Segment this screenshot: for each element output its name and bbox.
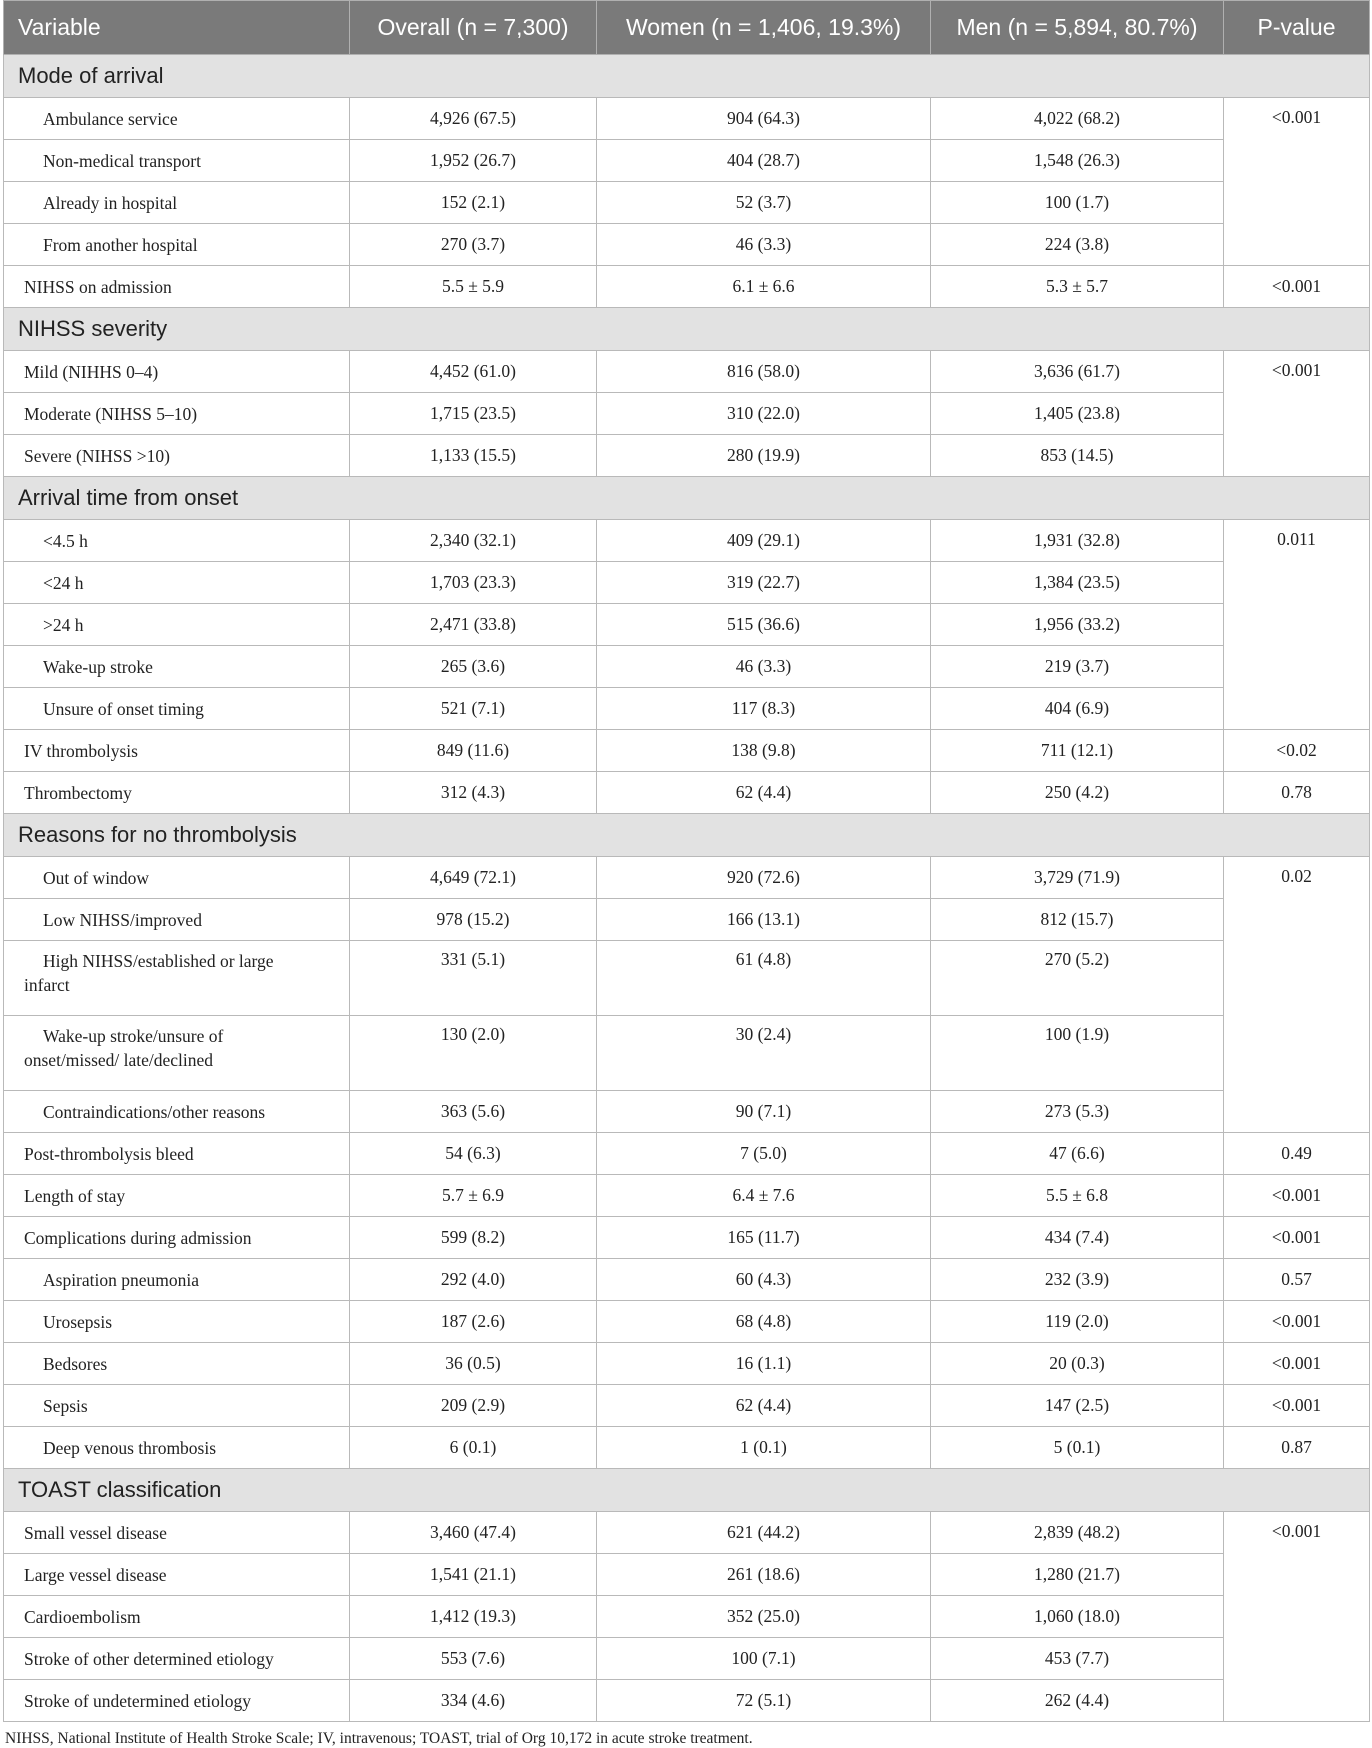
cell-women: 60 (4.3): [597, 1259, 931, 1301]
cell-overall: 849 (11.6): [350, 730, 597, 772]
row-label-line-1: High NIHSS/established or large: [43, 951, 274, 971]
section-row: [4, 308, 1370, 351]
cell-men: 20 (0.3): [931, 1343, 1224, 1385]
table-row: [4, 1259, 1370, 1301]
table-row: [4, 1016, 1370, 1091]
cell-overall: 1,133 (15.5): [350, 435, 597, 477]
cell-pvalue: 0.78: [1224, 772, 1370, 814]
cell-overall: 3,460 (47.4): [350, 1512, 597, 1554]
cell-men: 453 (7.7): [931, 1638, 1224, 1680]
table-container: [3, 0, 1369, 1748]
cell-women: 46 (3.3): [597, 224, 931, 266]
cell-women: 166 (13.1): [597, 899, 931, 941]
cell-overall: 1,412 (19.3): [350, 1596, 597, 1638]
row-label: Complications during admission: [4, 1217, 350, 1259]
cell-pvalue: <0.001: [1224, 1175, 1370, 1217]
cell-pvalue: <0.001: [1224, 1301, 1370, 1343]
table-footnote: NIHSS, National Institute of Health Stroke Scale; IV, intravenous; TOAST, trial of Org 10,172 in acute stroke treatment.: [5, 1730, 753, 1747]
cell-men: 1,956 (33.2): [931, 604, 1224, 646]
cell-overall: 152 (2.1): [350, 182, 597, 224]
table-row: [4, 1427, 1370, 1469]
table-row: [4, 857, 1370, 899]
cell-pvalue: 0.49: [1224, 1133, 1370, 1175]
cell-women: 310 (22.0): [597, 393, 931, 435]
cell-overall: 6 (0.1): [350, 1427, 597, 1469]
row-label: Stroke of undetermined etiology: [4, 1680, 350, 1722]
cell-women: 319 (22.7): [597, 562, 931, 604]
cell-women: 1 (0.1): [597, 1427, 931, 1469]
cell-women: 621 (44.2): [597, 1512, 931, 1554]
cell-women: 46 (3.3): [597, 646, 931, 688]
row-label: Out of window: [4, 857, 350, 899]
table-row: [4, 1512, 1370, 1554]
cell-men: 5.5 ± 6.8: [931, 1175, 1224, 1217]
cell-overall: 363 (5.6): [350, 1091, 597, 1133]
table-row: [4, 266, 1370, 308]
row-label: Severe (NIHSS >10): [4, 435, 350, 477]
cell-pvalue: <0.001: [1224, 98, 1370, 266]
cell-overall: 521 (7.1): [350, 688, 597, 730]
cell-overall: 36 (0.5): [350, 1343, 597, 1385]
cell-overall: 334 (4.6): [350, 1680, 597, 1722]
cell-men: 119 (2.0): [931, 1301, 1224, 1343]
cell-pvalue: <0.02: [1224, 730, 1370, 772]
cell-pvalue: <0.001: [1224, 1385, 1370, 1427]
cell-men: 100 (1.9): [931, 1016, 1224, 1091]
header-pvalue: P-value: [1224, 1, 1370, 55]
cell-women: 280 (19.9): [597, 435, 931, 477]
table-row: [4, 730, 1370, 772]
cell-overall: 292 (4.0): [350, 1259, 597, 1301]
cell-men: 711 (12.1): [931, 730, 1224, 772]
table-row: [4, 1217, 1370, 1259]
row-label: [4, 1016, 350, 1091]
cell-women: 100 (7.1): [597, 1638, 931, 1680]
cell-men: 434 (7.4): [931, 1217, 1224, 1259]
cell-overall: 130 (2.0): [350, 1016, 597, 1091]
cell-men: 4,022 (68.2): [931, 98, 1224, 140]
cell-overall: 5.7 ± 6.9: [350, 1175, 597, 1217]
cell-women: 30 (2.4): [597, 1016, 931, 1091]
cell-men: 5 (0.1): [931, 1427, 1224, 1469]
section-row: [4, 814, 1370, 857]
table-row: [4, 1680, 1370, 1722]
cell-men: 270 (5.2): [931, 941, 1224, 1016]
cell-overall: 2,471 (33.8): [350, 604, 597, 646]
cell-overall: 553 (7.6): [350, 1638, 597, 1680]
cell-women: 404 (28.7): [597, 140, 931, 182]
cell-women: 72 (5.1): [597, 1680, 931, 1722]
table-row: [4, 604, 1370, 646]
cell-men: 3,636 (61.7): [931, 351, 1224, 393]
cell-men: 273 (5.3): [931, 1091, 1224, 1133]
cell-pvalue: <0.001: [1224, 1512, 1370, 1722]
cell-men: 100 (1.7): [931, 182, 1224, 224]
row-label: Small vessel disease: [4, 1512, 350, 1554]
row-label: Length of stay: [4, 1175, 350, 1217]
row-label: Cardioembolism: [4, 1596, 350, 1638]
header-row: [4, 1, 1370, 55]
table-row: [4, 1091, 1370, 1133]
table-row: [4, 435, 1370, 477]
cell-men: 250 (4.2): [931, 772, 1224, 814]
table-row: [4, 140, 1370, 182]
row-label-line-1: Wake-up stroke/unsure of: [43, 1026, 224, 1046]
cell-overall: 4,452 (61.0): [350, 351, 597, 393]
cell-men: 224 (3.8): [931, 224, 1224, 266]
cell-men: 404 (6.9): [931, 688, 1224, 730]
cell-overall: 5.5 ± 5.9: [350, 266, 597, 308]
cell-men: 5.3 ± 5.7: [931, 266, 1224, 308]
cell-women: 904 (64.3): [597, 98, 931, 140]
cell-men: 1,384 (23.5): [931, 562, 1224, 604]
cell-overall: 1,541 (21.1): [350, 1554, 597, 1596]
cell-women: 117 (8.3): [597, 688, 931, 730]
row-label: Aspiration pneumonia: [4, 1259, 350, 1301]
header-women: Women (n = 1,406, 19.3%): [597, 1, 931, 55]
cell-pvalue: 0.57: [1224, 1259, 1370, 1301]
cell-men: 1,280 (21.7): [931, 1554, 1224, 1596]
section-row: [4, 477, 1370, 520]
table-row: [4, 562, 1370, 604]
header-men: Men (n = 5,894, 80.7%): [931, 1, 1224, 55]
table-row: [4, 1596, 1370, 1638]
row-label: Non-medical transport: [4, 140, 350, 182]
cell-overall: 4,926 (67.5): [350, 98, 597, 140]
row-label: Mild (NIHHS 0–4): [4, 351, 350, 393]
row-label: NIHSS on admission: [4, 266, 350, 308]
table-row: [4, 224, 1370, 266]
cell-women: 7 (5.0): [597, 1133, 931, 1175]
row-label: Low NIHSS/improved: [4, 899, 350, 941]
table-row: [4, 772, 1370, 814]
cell-women: 61 (4.8): [597, 941, 931, 1016]
cell-men: 1,405 (23.8): [931, 393, 1224, 435]
row-label: Large vessel disease: [4, 1554, 350, 1596]
cell-pvalue: <0.001: [1224, 1217, 1370, 1259]
row-label: Sepsis: [4, 1385, 350, 1427]
table-row: [4, 1638, 1370, 1680]
table-row: [4, 1343, 1370, 1385]
cell-overall: 2,340 (32.1): [350, 520, 597, 562]
cell-pvalue: <0.001: [1224, 351, 1370, 477]
row-label: Urosepsis: [4, 1301, 350, 1343]
row-label: From another hospital: [4, 224, 350, 266]
cell-overall: 54 (6.3): [350, 1133, 597, 1175]
cell-men: 47 (6.6): [931, 1133, 1224, 1175]
section-arrival-time: Arrival time from onset: [4, 477, 1370, 520]
cell-women: 138 (9.8): [597, 730, 931, 772]
row-label: Wake-up stroke: [4, 646, 350, 688]
table-row: [4, 1133, 1370, 1175]
cell-overall: 270 (3.7): [350, 224, 597, 266]
cell-women: 68 (4.8): [597, 1301, 931, 1343]
section-row: [4, 1469, 1370, 1512]
cell-men: 812 (15.7): [931, 899, 1224, 941]
table-row: [4, 1385, 1370, 1427]
section-mode-of-arrival: Mode of arrival: [4, 55, 1370, 98]
cell-overall: 1,703 (23.3): [350, 562, 597, 604]
cell-men: 1,548 (26.3): [931, 140, 1224, 182]
cell-women: 6.1 ± 6.6: [597, 266, 931, 308]
section-row: [4, 55, 1370, 98]
cell-overall: 265 (3.6): [350, 646, 597, 688]
row-label: Stroke of other determined etiology: [4, 1638, 350, 1680]
row-label: Deep venous thrombosis: [4, 1427, 350, 1469]
cell-pvalue: 0.87: [1224, 1427, 1370, 1469]
cell-pvalue: <0.001: [1224, 1343, 1370, 1385]
cell-overall: 1,715 (23.5): [350, 393, 597, 435]
table-row: [4, 351, 1370, 393]
cell-men: 2,839 (48.2): [931, 1512, 1224, 1554]
cell-women: 16 (1.1): [597, 1343, 931, 1385]
cell-overall: 1,952 (26.7): [350, 140, 597, 182]
row-label: Already in hospital: [4, 182, 350, 224]
table-row: [4, 182, 1370, 224]
row-label: Moderate (NIHSS 5–10): [4, 393, 350, 435]
table-row: [4, 520, 1370, 562]
row-label: >24 h: [4, 604, 350, 646]
cell-women: 62 (4.4): [597, 1385, 931, 1427]
cell-women: 261 (18.6): [597, 1554, 931, 1596]
cell-overall: 331 (5.1): [350, 941, 597, 1016]
cell-women: 52 (3.7): [597, 182, 931, 224]
data-table: [3, 0, 1370, 1722]
table-row: [4, 688, 1370, 730]
cell-overall: 209 (2.9): [350, 1385, 597, 1427]
cell-women: 62 (4.4): [597, 772, 931, 814]
cell-women: 165 (11.7): [597, 1217, 931, 1259]
cell-men: 853 (14.5): [931, 435, 1224, 477]
cell-men: 1,931 (32.8): [931, 520, 1224, 562]
row-label: IV thrombolysis: [4, 730, 350, 772]
table-row: [4, 1175, 1370, 1217]
table-row: [4, 1554, 1370, 1596]
cell-women: 920 (72.6): [597, 857, 931, 899]
cell-women: 352 (25.0): [597, 1596, 931, 1638]
row-label: [4, 941, 350, 1016]
row-label: Bedsores: [4, 1343, 350, 1385]
cell-men: 3,729 (71.9): [931, 857, 1224, 899]
row-label: Thrombectomy: [4, 772, 350, 814]
row-label: Unsure of onset timing: [4, 688, 350, 730]
cell-overall: 312 (4.3): [350, 772, 597, 814]
cell-men: 147 (2.5): [931, 1385, 1224, 1427]
cell-overall: 599 (8.2): [350, 1217, 597, 1259]
cell-pvalue: 0.02: [1224, 857, 1370, 1133]
cell-men: 262 (4.4): [931, 1680, 1224, 1722]
cell-women: 816 (58.0): [597, 351, 931, 393]
row-label-line-2: onset/missed/ late/declined: [24, 1050, 214, 1070]
row-label: <24 h: [4, 562, 350, 604]
table-row: [4, 98, 1370, 140]
cell-women: 6.4 ± 7.6: [597, 1175, 931, 1217]
header-variable: Variable: [4, 1, 350, 55]
cell-pvalue: 0.011: [1224, 520, 1370, 730]
section-toast-classification: TOAST classification: [4, 1469, 1370, 1512]
cell-overall: 187 (2.6): [350, 1301, 597, 1343]
row-label: Contraindications/other reasons: [4, 1091, 350, 1133]
cell-overall: 978 (15.2): [350, 899, 597, 941]
section-nihss-severity: NIHSS severity: [4, 308, 1370, 351]
row-label: Post-thrombolysis bleed: [4, 1133, 350, 1175]
cell-men: 232 (3.9): [931, 1259, 1224, 1301]
row-label: Ambulance service: [4, 98, 350, 140]
cell-pvalue: <0.001: [1224, 266, 1370, 308]
table-row: [4, 941, 1370, 1016]
table-row: [4, 393, 1370, 435]
table-row: [4, 646, 1370, 688]
header-overall: Overall (n = 7,300): [350, 1, 597, 55]
cell-overall: 4,649 (72.1): [350, 857, 597, 899]
cell-women: 515 (36.6): [597, 604, 931, 646]
section-reasons-no-thrombolysis: Reasons for no thrombolysis: [4, 814, 1370, 857]
row-label-line-2: infarct: [24, 975, 70, 995]
cell-women: 409 (29.1): [597, 520, 931, 562]
cell-women: 90 (7.1): [597, 1091, 931, 1133]
table-row: [4, 1301, 1370, 1343]
row-label: <4.5 h: [4, 520, 350, 562]
cell-men: 1,060 (18.0): [931, 1596, 1224, 1638]
table-row: [4, 899, 1370, 941]
cell-men: 219 (3.7): [931, 646, 1224, 688]
